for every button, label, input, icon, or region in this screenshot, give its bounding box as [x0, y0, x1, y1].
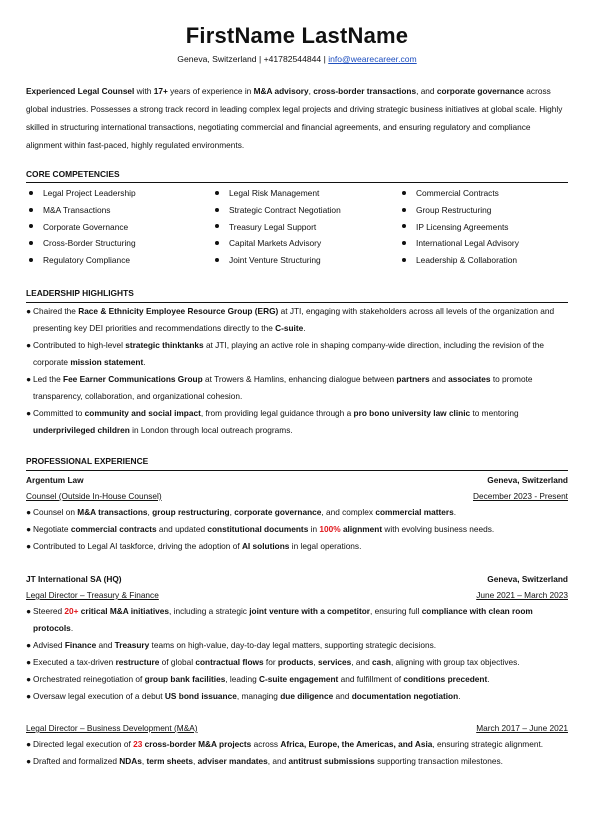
competency-item	[215, 252, 341, 269]
experience-bullet	[26, 504, 568, 521]
bullet-text: C-suite engagement	[259, 674, 339, 684]
competency-label: Corporate Governance	[43, 221, 129, 232]
summary-text: Experienced Legal Counsel	[26, 86, 135, 96]
summary-text: across global industries. Possesses a strong track record in leading complex legal projects and driving strategic business initiatives at global scale. Highly skilled in structuring international transactions, negotiating commercial and financial agreements, and ensuring regulatory and compliance alignment within fast-paced, highly regulated environments.	[26, 86, 563, 150]
bullet-text: Directed legal execution of	[33, 739, 134, 749]
bullet-text: across	[251, 739, 281, 749]
bullet-text: Finance	[64, 640, 97, 650]
bullet-text: AI solutions	[241, 541, 290, 551]
experience-bullet	[26, 753, 568, 770]
bullet-text: Contributed to high-level	[33, 340, 126, 350]
bullet-icon: ●	[26, 340, 32, 350]
bullet-text: US bond issuance	[164, 691, 237, 701]
competency-item	[215, 185, 341, 202]
competency-item	[29, 252, 136, 269]
competency-item	[215, 219, 341, 236]
section-title-competencies: CORE COMPETENCIES	[26, 169, 120, 179]
bullet-text: constitutional documents	[207, 524, 309, 534]
job-title: Counsel (Outside In-House Counsel)	[26, 491, 162, 501]
competency-label: Legal Risk Management	[229, 188, 320, 198]
summary-text: M&A advisory	[253, 86, 309, 96]
bullet-icon: ●	[26, 640, 32, 650]
bullet-text: Counsel on	[33, 507, 78, 517]
bullet-icon	[402, 208, 406, 212]
summary-text: , and	[416, 86, 437, 96]
bullet-text: ,	[141, 756, 147, 766]
bullet-text: supporting transaction milestones.	[374, 756, 503, 766]
job-argentum-law	[26, 472, 568, 555]
bullet-text: .	[70, 623, 74, 633]
job-header	[26, 472, 568, 488]
competency-label: Group Restructuring	[416, 204, 492, 215]
candidate-name: FirstName LastName	[185, 23, 409, 48]
bullet-icon	[402, 224, 406, 228]
competency-label: Legal Project Leadership	[43, 188, 136, 198]
bullet-text: and	[429, 374, 449, 384]
bullet-icon: ●	[26, 374, 32, 384]
bullet-text: due diligence	[280, 691, 334, 701]
bullet-text: Orchestrated reinegotiation of	[33, 674, 145, 684]
email-link[interactable]: info@wearecareer.com	[328, 54, 417, 64]
bullet-text: ,	[229, 507, 235, 517]
competency-column-2	[215, 185, 341, 269]
bullet-text: mission statement	[70, 357, 144, 367]
experience-bullet	[26, 671, 568, 688]
bullet-icon: ●	[26, 306, 32, 316]
bullet-text: partners	[396, 374, 430, 384]
bullet-icon: ●	[26, 541, 32, 551]
bullet-text: adviser mandates	[197, 756, 268, 766]
competency-label: Cross-Border Structuring	[43, 238, 136, 249]
bullet-text: commercial matters	[375, 507, 454, 517]
competency-label: Leadership & Collaboration	[416, 255, 518, 266]
bullet-icon: ●	[26, 674, 32, 684]
bullet-text: Steered	[33, 606, 65, 616]
bullet-text: with evolving business needs.	[382, 524, 495, 534]
bullet-icon	[29, 224, 33, 228]
competency-label: Commercial Contracts	[416, 188, 499, 198]
bullet-text: in London through local outreach programs.	[129, 425, 293, 435]
bullet-text: Race & Ethnicity Employee Resource Group (ERG)	[78, 306, 279, 316]
summary-text: ,	[308, 86, 314, 96]
bullet-icon	[29, 208, 33, 212]
bullet-text: , and	[267, 756, 289, 766]
bullet-icon	[402, 258, 406, 262]
bullet-text: and updated	[156, 524, 208, 534]
competency-item	[215, 202, 341, 219]
bullet-text: Oversaw legal execution of a debut	[33, 691, 165, 701]
experience-bullet	[26, 736, 568, 753]
bullet-text: community and social impact	[84, 408, 201, 418]
bullet-text: group restructuring	[152, 507, 230, 517]
bullet-text: , leading	[225, 674, 259, 684]
professional-summary	[26, 82, 568, 154]
bullet-text: Africa, Europe, the Americas, and Asia	[280, 739, 433, 749]
job-role-row	[26, 720, 568, 736]
bullet-text: and	[96, 640, 115, 650]
competency-item	[402, 252, 519, 269]
job-dates: June 2021 – March 2023	[476, 590, 568, 600]
bullet-text: , ensuring strategic alignment.	[432, 739, 544, 749]
job-dates: December 2023 - Present	[472, 491, 568, 501]
bullet-text: Led the	[33, 374, 63, 384]
bullet-text: at JTI, playing an active role in shaping company-wide direction, including the revision of the corporate	[33, 340, 544, 367]
bullet-text: at Trowers & Hamlins, enhancing dialogue between	[202, 374, 397, 384]
contact-line	[0, 54, 594, 64]
leadership-bullet	[26, 371, 568, 405]
bullet-text: , including a strategic	[169, 606, 250, 616]
bullet-text: , aligning with group tax objectives.	[390, 657, 520, 667]
competency-item	[402, 235, 519, 252]
bullet-text: , and complex	[321, 507, 376, 517]
competency-item	[29, 235, 136, 252]
bullet-text: NDAs	[119, 756, 142, 766]
bullet-text: M&A transactions	[77, 507, 148, 517]
bullet-text: Advised	[33, 640, 65, 650]
bullet-text: services	[318, 657, 352, 667]
competency-label: M&A Transactions	[43, 204, 111, 215]
summary-text: 17+	[153, 86, 168, 96]
competency-label: Strategic Contract Negotiation	[229, 204, 341, 215]
competency-label: IP Licensing Agreements	[416, 221, 509, 232]
bullet-text: in	[308, 524, 320, 534]
bullet-text: contractual flows	[195, 657, 264, 667]
bullet-text: Executed a tax-driven	[33, 657, 116, 667]
bullet-icon	[215, 191, 219, 195]
job-dates: March 2017 – June 2021	[476, 723, 568, 733]
bullet-text: , from providing legal guidance through a	[200, 408, 354, 418]
bullet-text: Drafted and formalized	[33, 756, 120, 766]
leadership-bullet	[26, 337, 568, 371]
bullet-text: .	[303, 323, 306, 333]
bullet-text: joint venture with a competitor	[249, 606, 371, 616]
leadership-bullet	[26, 405, 568, 439]
competency-label: Regulatory Compliance	[43, 255, 131, 266]
bullet-text: term sheets	[146, 756, 194, 766]
competency-column-3	[402, 185, 519, 269]
job-role-row	[26, 488, 568, 504]
job-jti-business-development	[26, 720, 568, 770]
bullet-text: Chaired the	[33, 306, 79, 316]
bullet-text: cash	[372, 657, 391, 667]
company-name: Argentum Law	[26, 475, 84, 485]
highlight-number: 100%	[319, 524, 341, 534]
competency-label: Capital Markets Advisory	[229, 238, 322, 249]
bullet-text: conditions precedent	[403, 674, 488, 684]
bullet-text: for	[263, 657, 278, 667]
summary-text: with	[134, 86, 154, 96]
section-title-experience: PROFESSIONAL EXPERIENCE	[26, 456, 149, 466]
bullet-icon	[29, 191, 33, 195]
bullet-text: restructure	[115, 657, 160, 667]
bullet-text: of global	[159, 657, 196, 667]
competency-item	[402, 202, 519, 219]
job-role-row	[26, 587, 568, 603]
bullet-text: strategic thinktanks	[125, 340, 204, 350]
experience-bullet	[26, 538, 568, 555]
competency-item	[402, 185, 519, 202]
bullet-text: corporate governance	[234, 507, 322, 517]
bullet-icon: ●	[26, 408, 32, 418]
bullet-text: Fee Earner Communications Group	[63, 374, 203, 384]
experience-bullet	[26, 688, 568, 705]
section-divider	[26, 182, 568, 183]
bullet-icon	[215, 241, 219, 245]
competency-label: International Legal Advisory	[416, 238, 519, 249]
bullet-icon	[215, 224, 219, 228]
experience-bullet	[26, 521, 568, 538]
job-header	[26, 571, 568, 587]
leadership-bullet	[26, 303, 568, 337]
bullet-text: group bank facilities	[144, 674, 226, 684]
section-divider	[26, 470, 568, 471]
bullet-text: underprivileged children	[33, 425, 130, 435]
summary-text: corporate governance	[436, 86, 524, 96]
bullet-text: products	[277, 657, 314, 667]
experience-bullet	[26, 654, 568, 671]
bullet-icon	[402, 191, 406, 195]
bullet-text: associates	[448, 374, 491, 384]
competency-item	[402, 219, 519, 236]
competency-label: Joint Venture Structuring	[229, 255, 321, 266]
bullet-text: critical M&A initiatives	[80, 606, 169, 616]
leadership-list	[26, 303, 568, 439]
contact-details: Geneva, Switzerland | +41782544844 |	[177, 54, 329, 64]
bullet-icon: ●	[26, 507, 32, 517]
job-location: Geneva, Switzerland	[487, 574, 568, 584]
job-title: Legal Director – Treasury & Finance	[26, 590, 159, 600]
bullet-icon	[29, 258, 33, 262]
bullet-text: , managing	[236, 691, 281, 701]
bullet-text: .	[453, 507, 457, 517]
section-title-leadership: LEADERSHIP HIGHLIGHTS	[26, 288, 134, 298]
summary-text: years of experience in	[167, 86, 254, 96]
bullet-text: alignment	[342, 524, 383, 534]
competency-column-1	[29, 185, 136, 269]
bullet-icon: ●	[26, 739, 32, 749]
bullet-text: pro bono university law clinic	[353, 408, 471, 418]
bullet-icon: ●	[26, 756, 32, 766]
bullet-text: Treasury	[114, 640, 150, 650]
highlight-number: 23	[133, 739, 143, 749]
bullet-icon: ●	[26, 657, 32, 667]
experience-bullet	[26, 603, 568, 637]
competency-label: Treasury Legal Support	[229, 221, 317, 232]
bullet-text: to promote transparency, collaboration, and organizational cohesion.	[33, 374, 533, 401]
bullet-text: .	[487, 674, 490, 684]
bullet-text: .	[458, 691, 461, 701]
bullet-text: to mentoring	[470, 408, 519, 418]
bullet-text: Contributed to Legal AI taskforce, driving the adoption of	[33, 541, 242, 551]
job-title: Legal Director – Business Development (M&A)	[26, 723, 198, 733]
bullet-text: Committed to	[33, 408, 85, 418]
bullet-text: and	[333, 691, 352, 701]
bullet-text: , and	[351, 657, 373, 667]
highlight-number: 20+	[64, 606, 79, 616]
bullet-text: .	[143, 357, 146, 367]
bullet-text: ,	[193, 756, 198, 766]
bullet-icon: ●	[26, 691, 32, 701]
bullet-text: commercial contracts	[70, 524, 157, 534]
job-jt-international	[26, 571, 568, 705]
bullet-text: Negotiate	[33, 524, 71, 534]
bullet-icon	[215, 258, 219, 262]
bullet-text: in legal operations.	[289, 541, 362, 551]
competency-item	[29, 202, 136, 219]
experience-bullet	[26, 637, 568, 654]
competency-item	[29, 219, 136, 236]
bullet-text: and fulfillment of	[338, 674, 404, 684]
bullet-text: cross-border M&A projects	[144, 739, 252, 749]
bullet-text: at JTI, engaging with stakeholders across all levels of the organization and presenting key DEI priorities and recommendations directly to the	[33, 306, 555, 333]
competency-item	[215, 235, 341, 252]
bullet-text: C-suite	[275, 323, 304, 333]
job-location: Geneva, Switzerland	[487, 475, 568, 485]
bullet-icon	[402, 241, 406, 245]
bullet-icon	[29, 241, 33, 245]
bullet-icon: ●	[26, 606, 32, 616]
summary-text: cross-border transactions	[313, 86, 417, 96]
bullet-icon: ●	[26, 524, 32, 534]
bullet-text: ,	[147, 507, 153, 517]
competency-item	[29, 185, 136, 202]
bullet-text: teams on high-value, day-to-day legal matters, supporting strategic decisions.	[149, 640, 437, 650]
bullet-text: , ensuring full	[370, 606, 422, 616]
bullet-text: antitrust submissions	[288, 756, 375, 766]
bullet-text: documentation negotiation	[351, 691, 459, 701]
bullet-icon	[215, 208, 219, 212]
bullet-text: ,	[313, 657, 319, 667]
bullet-text: compliance with clean room protocols	[33, 606, 533, 633]
company-name: JT International SA (HQ)	[26, 574, 122, 584]
